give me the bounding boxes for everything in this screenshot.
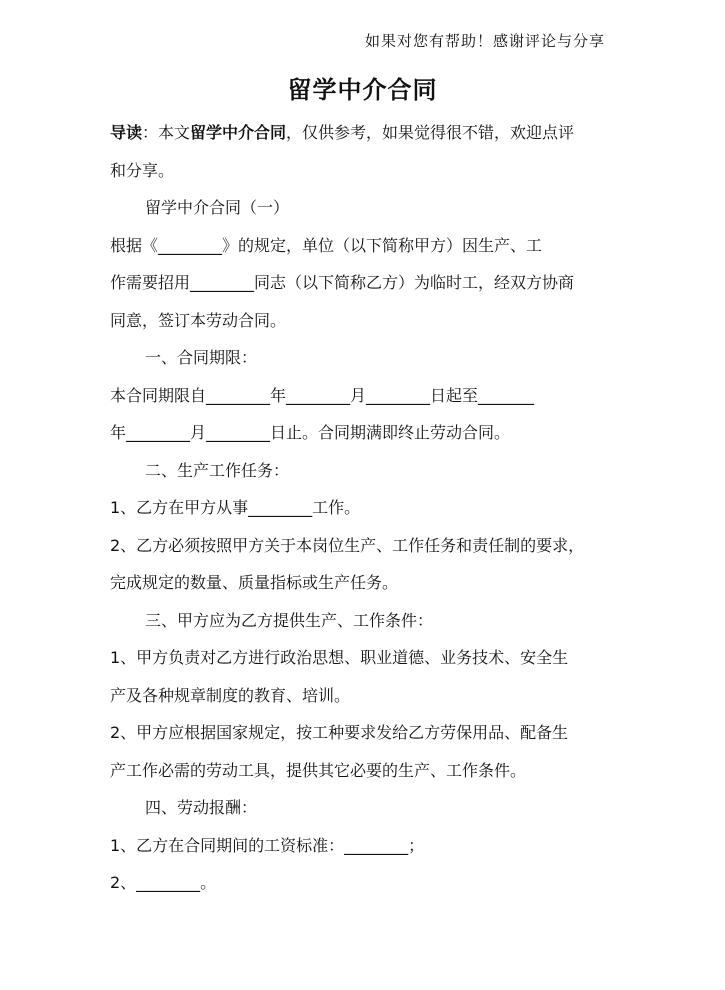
section-heading: 一、合同期限： xyxy=(145,348,258,367)
intro-line-2: 和分享。 xyxy=(110,160,175,180)
intro-sep: ：本文 xyxy=(142,123,191,142)
section-heading: 四、劳动报酬： xyxy=(145,798,258,817)
paragraph-line: 本合同期限自________年________月________日起至_______ xyxy=(110,385,535,405)
paragraph-line: 2、________。 xyxy=(110,873,217,892)
paragraph-line: 完成规定的数量、质量指标或生产任务。 xyxy=(110,573,399,592)
paragraph-line: 2、乙方必须按照甲方关于本岗位生产、工作任务和责任制的要求， xyxy=(110,535,585,555)
intro-line xyxy=(110,119,610,157)
intro-label: 导读 xyxy=(110,123,143,142)
paragraph-line: 1、乙方在合同期间的工资标准：________； xyxy=(110,835,425,855)
document-body xyxy=(110,119,610,907)
paragraph-line: 产及各种规章制度的教育、培训。 xyxy=(110,685,351,705)
intro-rest: ，仅供参考，如果觉得很不错，欢迎点评 xyxy=(286,123,575,142)
section-heading: 二、生产工作任务： xyxy=(145,460,290,480)
document-title: 留学中介合同 xyxy=(287,76,438,104)
paragraph-line: 1、甲方负责对乙方进行政治思想、职业道德、业务技术、安全生 xyxy=(110,648,569,667)
paragraph-line: 年________月________日止。合同期满即终止劳动合同。 xyxy=(110,423,511,442)
paragraph-line: 作需要招用________同志（以下简称乙方）为临时工，经双方协商 xyxy=(110,273,575,292)
intro-keyword: 留学中介合同 xyxy=(190,123,287,142)
paragraph-line: 1、乙方在甲方从事________工作。 xyxy=(110,498,361,517)
paragraph-line: 产工作必需的劳动工具，提供其它必要的生产、工作条件。 xyxy=(110,760,527,780)
paragraph-line: 2、甲方应根据国家规定，按工种要求发给乙方劳保用品、配备生 xyxy=(110,723,569,742)
header-note: 如果对您有帮助！感谢评论与分享 xyxy=(364,32,605,50)
section-heading: 三、甲方应为乙方提供生产、工作条件： xyxy=(145,610,434,630)
paragraph-line: 根据《________》的规定，单位（以下简称甲方）因生产、工 xyxy=(110,235,543,255)
paragraph-line: 同意，签订本劳动合同。 xyxy=(110,310,287,330)
section-heading: 留学中介合同（一） xyxy=(145,198,290,217)
